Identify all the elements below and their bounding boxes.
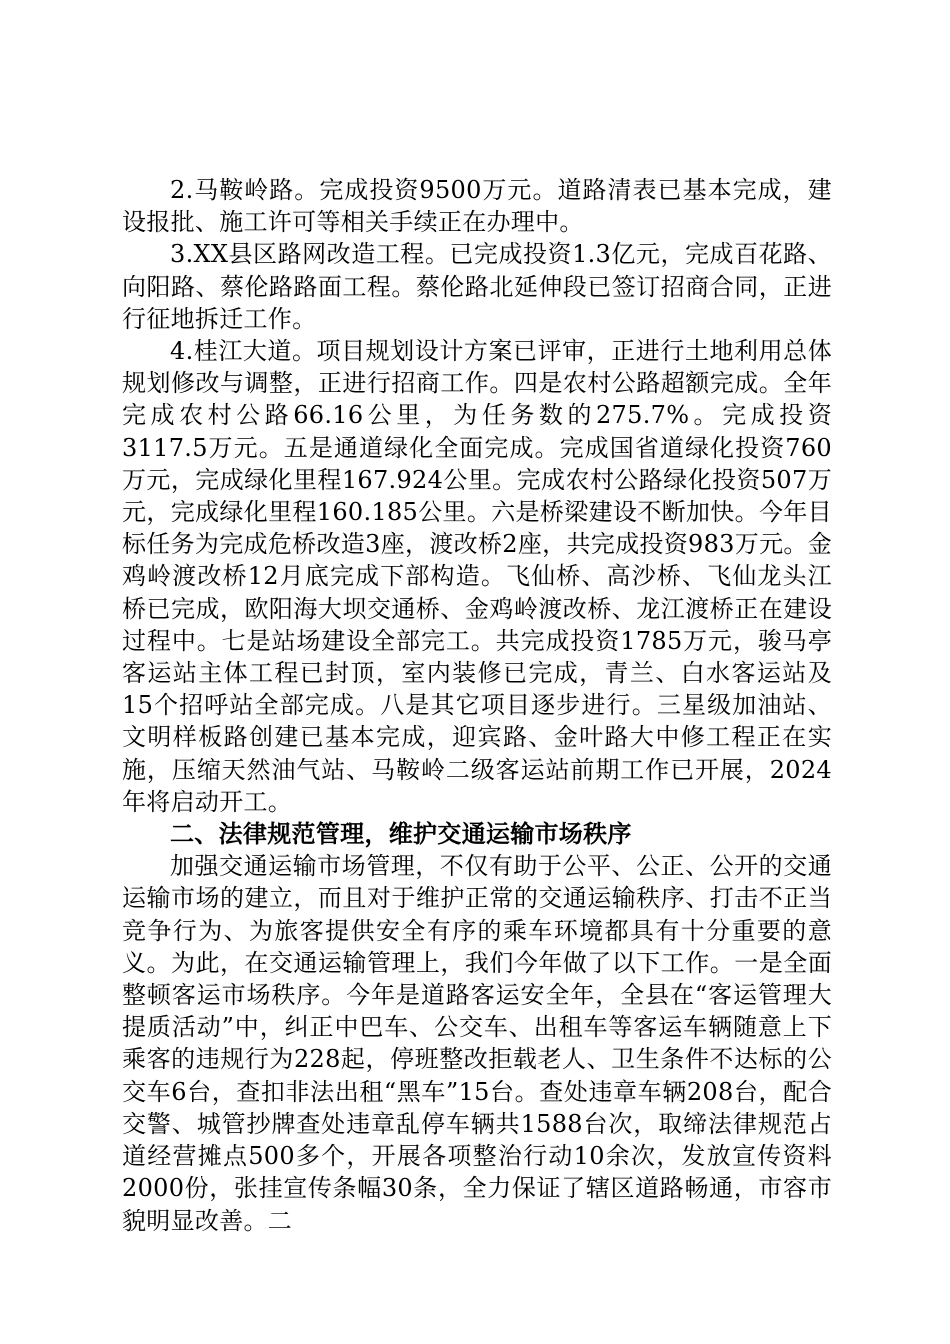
document-body: [122, 174, 832, 1237]
paragraph-guijiang-avenue: 4.桂江大道。项目规划设计方案已评审，正进行土地利用总体规划修改与调整，正进行招商工作。四是农村公路超额完成。全年完成农村公路66.16公里，为任务数的275.7%。完成投资3117.5万元。五是通道绿化全面完成。完成国省道绿化投资760万元，完成绿化里程167.924公里。完成农村公路绿化投资507万元，完成绿化里程160.185公里。六是桥梁建设不断加快。今年目标任务为完成危桥改造3座，渡改桥2座，共完成投资983万元。金鸡岭渡改桥12月底完成下部构造。飞仙桥、高沙桥、飞仙龙头江桥已完成，欧阳海大坝交通桥、金鸡岭渡改桥、龙江渡桥正在建设过程中。七是站场建设全部完工。共完成投资1785万元，骏马亭客运站主体工程已封顶，室内装修已完成，青兰、白水客运站及15个招呼站全部完成。八是其它项目逐步进行。三星级加油站、文明样板路创建已基本完成，迎宾路、金叶路大中修工程正在实施，压缩天然油气站、马鞍岭二级客运站前期工作已开展，2024年将启动开工。: [122, 337, 832, 816]
section-heading: 二、法律规范管理，维护交通运输市场秩序: [170, 820, 632, 849]
paragraph-market-management: 加强交通运输市场管理，不仅有助于公平、公正、公开的交通运输市场的建立，而且对于维护正常的交通运输秩序、打击不正当竞争行为、为旅客提供安全有序的乘车环境都具有十分重要的意义。为此，在交通运输管理上，我们今年做了以下工作。一是全面整顿客运市场秩序。今年是道路客运安全年，全县在“客运管理大提质活动”中，纠正中巴车、公交车、出租车等客运车辆随意上下乘客的违规行为228起，停班整改拒载老人、卫生条件不达标的公交车6台，查扣非法出租“黑车”15台。查处违章车辆208台，配合交警、城管抄牌查处违章乱停车辆共1588台次，取缔法律规范占道经营摊点500多个，开展各项整治行动10余次，发放宣传资料2000份，张挂宣传条幅30条，全力保证了辖区道路畅通，市容市貌明显改善。二: [122, 852, 832, 1235]
paragraph-maanling-road: 2.马鞍岭路。完成投资9500万元。道路清表已基本完成，建设报批、施工许可等相关手续正在办理中。: [122, 176, 832, 237]
paragraph-road-network: 3.XX县区路网改造工程。已完成投资1.3亿元，完成百花路、向阳路、蔡伦路路面工程。蔡伦路北延伸段已签订招商合同，正进行征地拆迁工作。: [122, 240, 832, 333]
